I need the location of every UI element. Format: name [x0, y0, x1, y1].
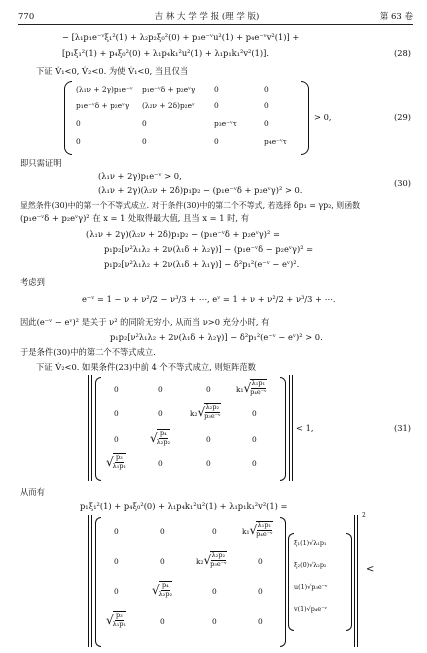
matrix-entry-k2: k₂ √ $\frac{\text{λ₂p₂}}{\text{p₃e⁻ᵛ}}$: [190, 403, 221, 420]
matrix-zero: 0: [206, 435, 211, 444]
matrix-zero: 0: [114, 587, 119, 596]
paragraph-line: 下证 V̇₂<0. 如果条件(23)中前 4 个不等式成立, 则矩阵范数: [36, 362, 256, 372]
matrix-cell: 0: [142, 119, 147, 128]
matrix-entry-r3: [152, 581, 172, 598]
final-inequality: <: [366, 564, 375, 575]
inequality-line: p₁p₂[ν²λ₁λ₂ + 2ν(λ₁δ + λ₂γ)] − δ²p₁²(e⁻ᵛ − eᵛ)² > 0.: [110, 332, 323, 342]
matrix-zero: 0: [258, 557, 263, 566]
matrix-zero: 0: [114, 409, 119, 418]
norm-bar-left-outer: [88, 375, 89, 481]
volume-label: 第 63 卷: [379, 12, 413, 22]
matrix-cell: p₁e⁻ᵛδ + p₂eᵛγ: [76, 101, 130, 110]
eq31-number: (31): [393, 423, 411, 433]
matrix-zero: 0: [160, 527, 165, 536]
eq28-line-1: − [λ₁p₁e⁻ᵛξ₁²(1) + λ₂p₂ξ₀²(0) + p₃e⁻ᵛu²(1) + p₄e⁻ᵛv²(1)] +: [62, 32, 300, 42]
sqrt-fraction: √ $\frac{\text{λ₁p₁}}{\text{p₄e⁻ᵛ}}$: [243, 379, 267, 396]
eq28-number: (28): [393, 48, 411, 58]
norm-bar-right-inner: [354, 515, 355, 647]
norm-bar-left-inner: [91, 515, 92, 647]
matrix-entry-k2: k₂ √ $\frac{\text{λ₂p₂}}{\text{p₃e⁻ᵛ}}$: [196, 551, 227, 568]
matrix-cell: 0: [76, 119, 81, 128]
matrix-cell: 0: [76, 137, 81, 146]
matrix-cell: p₄e⁻ᵛτ: [264, 137, 287, 146]
matrix-zero: 0: [258, 587, 263, 596]
matrix-cell: p₁e⁻ᵛδ + p₂eᵛγ: [142, 85, 196, 94]
sqrt-fraction: √ $\frac{\text{p₄}}{\text{λ₂p₂}}$: [150, 429, 171, 446]
norm-bar-right-inner: [289, 375, 290, 481]
paragraph-line: 因此(e⁻ᵛ − eᵛ)² 是关于 ν² 的同阶无穷小, 从而当 ν>0 充分小时, 有: [20, 317, 270, 327]
calc-line-1: (λ₁ν + 2γ)(λ₂ν + 2δ)p₁p₂ − (p₁e⁻ᵛδ + p₂eᵛγ)² =: [86, 229, 280, 239]
taylor-series: e⁻ᵛ = 1 − ν + ν²/2 − ν³/3 + ⋯, eᵛ = 1 + ν + ν²/2 + ν³/3 + ⋯.: [82, 294, 336, 304]
matrix-zero: 0: [258, 617, 263, 626]
matrix-zero: 0: [158, 459, 163, 468]
sqrt-fraction: √ $\frac{\text{λ₁p₁}}{\text{p₄e⁻ᵛ}}$: [249, 521, 273, 538]
matrix-zero: 0: [252, 435, 257, 444]
matrix-zero: 0: [160, 617, 165, 626]
eq30-line-2: (λ₁ν + 2γ)(λ₂ν + 2δ)p₁p₂ − (p₁e⁻ᵛδ + p₂eᵛγ)² > 0.: [98, 185, 303, 195]
sqrt-fraction: √ $\frac{\text{p₃}}{\text{λ₁p₁}}$: [106, 611, 127, 628]
sqrt-fraction: √ $\frac{\text{p₃}}{\text{λ₁p₁}}$: [106, 453, 127, 470]
matrix-right-paren: [280, 517, 286, 647]
final-line-1: p₁ξ₁²(1) + p₄ξ₀²(0) + λ₁p₄k₁²u²(1) + λ₁p₁k₁²v²(1) =: [80, 501, 288, 511]
matrix-cell: p₃e⁻ᵛτ: [214, 119, 237, 128]
matrix-29: [64, 81, 309, 153]
matrix-final: [88, 512, 366, 647]
section-text: 即只需证明: [20, 158, 62, 168]
matrix-right-paren: [280, 377, 286, 481]
matrix-zero: 0: [114, 435, 119, 444]
norm-bar-right-outer: [292, 375, 293, 481]
vector-left-paren: [288, 533, 294, 631]
matrix-entry-k1: k₁ √ $\frac{\text{λ₁p₁}}{\text{p₄e⁻ᵛ}}$: [242, 521, 273, 538]
matrix-zero: 0: [158, 409, 163, 418]
matrix-entry-k1: k₁ √ $\frac{\text{λ₁p₁}}{\text{p₄e⁻ᵛ}}$: [236, 379, 267, 396]
condition-text: 下证 V̇₁<0, V̇₂<0. 为使 V̇₁<0, 当且仅当: [36, 66, 189, 76]
matrix-cell: 0: [142, 137, 147, 146]
eq29-inequality: > 0,: [314, 112, 332, 122]
vector-entry: ξ₁(1)√λ₁p₁: [294, 539, 327, 547]
matrix-entry-r3: [150, 429, 170, 446]
matrix-cell: 0: [264, 101, 269, 110]
matrix-cell: (λ₂ν + 2δ)p₂eᵛ: [142, 101, 195, 110]
calc-line-2: p₁p₂[ν²λ₁λ₂ + 2ν(λ₁δ + λ₂γ)] − (p₁e⁻ᵛδ − p₂eᵛγ)² =: [104, 244, 314, 254]
norm-bar-right-outer: [357, 515, 358, 647]
norm-square-exponent: 2: [362, 512, 366, 519]
eq30-line-1: (λ₁ν + 2γ)p₁e⁻ᵛ > 0,: [98, 171, 182, 181]
section-text: 从而有: [20, 487, 45, 497]
eq28-line-2: [p₁ξ₁²(1) + p₄ξ₀²(0) + λ₁p₄k₁²u²(1) + λ₁p₁k₁²v²(1)].: [62, 48, 270, 58]
matrix-left-paren: [95, 517, 101, 647]
vector-right-paren: [346, 533, 352, 631]
norm-bar-left-outer: [88, 515, 89, 647]
sqrt-fraction: √ $\frac{\text{λ₂p₂}}{\text{p₃e⁻ᵛ}}$: [203, 551, 227, 568]
vector-entry: ξ₂(0)√λ₂p₂: [294, 561, 327, 569]
matrix-zero: 0: [114, 385, 119, 394]
matrix-zero: 0: [114, 527, 119, 536]
matrix-zero: 0: [206, 459, 211, 468]
matrix-cell: 0: [264, 119, 269, 128]
header-rule: [18, 24, 413, 25]
matrix-right-paren: [301, 81, 309, 155]
journal-title: 吉 林 大 学 学 报 (理 学 版): [154, 12, 260, 22]
vector-entry: u(1)√p₃e⁻ᵛ: [294, 583, 328, 591]
matrix-zero: 0: [212, 527, 217, 536]
paragraph-line-2: (p₁e⁻ᵛδ + p₂eᵛγ)² 在 x = 1 处取得最大值, 且当 x = 1 时, 有: [20, 213, 250, 223]
paragraph-line-1: 显然条件(30)中的第一个不等式成立. 对于条件(30)中的第二个不等式, 若选择 δp₁ = γp₂, 则函数: [20, 201, 360, 210]
eq30-number: (30): [393, 178, 411, 188]
running-header: [18, 8, 413, 22]
norm-bar-left-inner: [91, 375, 92, 481]
sqrt-fraction: √ $\frac{\text{p₄}}{\text{λ₂p₂}}$: [152, 581, 173, 598]
matrix-cell: 0: [214, 85, 219, 94]
matrix-left-paren: [64, 81, 72, 155]
section-text: 考虑到: [20, 277, 45, 287]
page-number: 770: [18, 12, 35, 22]
matrix-cell: 0: [214, 101, 219, 110]
matrix-cell: 0: [264, 85, 269, 94]
matrix-entry-r4: [106, 453, 126, 470]
matrix-zero: 0: [158, 385, 163, 394]
matrix-zero: 0: [252, 409, 257, 418]
matrix-zero: 0: [212, 617, 217, 626]
matrix-zero: 0: [252, 459, 257, 468]
matrix-zero: 0: [160, 557, 165, 566]
paragraph-line: 于是条件(30)中的第二个不等式成立.: [20, 347, 156, 357]
matrix-zero: 0: [206, 385, 211, 394]
sqrt-fraction: √ $\frac{\text{λ₂p₂}}{\text{p₃e⁻ᵛ}}$: [197, 403, 221, 420]
vector-entry: v(1)√p₄e⁻ᵛ: [294, 605, 327, 613]
calc-line-3: p₁p₂[ν²λ₁λ₂ + 2ν(λ₁δ + λ₁γ)] − δ²p₁²(e⁻ᵛ − eᵛ)².: [104, 259, 300, 269]
matrix-zero: 0: [212, 587, 217, 596]
eq29-number: (29): [393, 112, 411, 122]
matrix-cell: (λ₁ν + 2γ)p₁e⁻ᵛ: [76, 85, 133, 94]
matrix-zero: 0: [114, 557, 119, 566]
matrix-left-paren: [95, 377, 101, 481]
matrix-31: [88, 375, 293, 481]
eq31-inequality: < 1,: [296, 423, 314, 433]
matrix-cell: 0: [214, 137, 219, 146]
matrix-entry-r4: [106, 611, 126, 628]
